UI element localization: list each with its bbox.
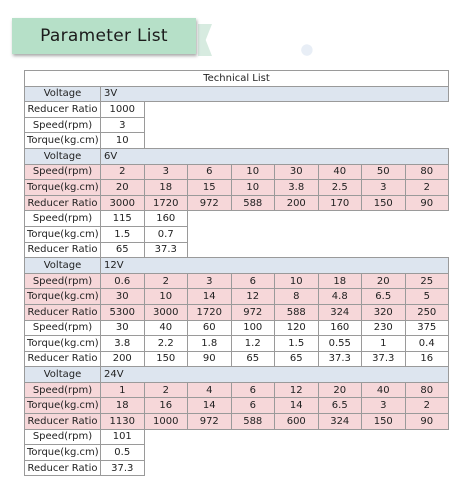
row-label: Reducer Ratio — [25, 242, 101, 258]
value-cell: 1 — [101, 382, 145, 398]
value-cell: 0.55 — [318, 336, 362, 352]
value-cell: 80 — [405, 164, 449, 180]
value-cell: 20 — [318, 382, 362, 398]
value-cell: 18 — [101, 398, 145, 414]
row-label: Speed(rpm) — [25, 211, 101, 227]
value-cell: 5300 — [101, 304, 145, 320]
value-cell: 0.5 — [101, 445, 145, 461]
voltage-value: 3V — [101, 86, 449, 102]
table-row — [25, 242, 449, 258]
value-cell: 80 — [405, 382, 449, 398]
value-cell: 14 — [188, 289, 232, 305]
value-cell: 40 — [144, 320, 188, 336]
empty-cell — [144, 429, 449, 445]
value-cell: 50 — [362, 164, 406, 180]
value-cell: 90 — [405, 414, 449, 430]
table-title-row — [25, 71, 449, 87]
table-row — [25, 180, 449, 196]
value-cell: 6 — [188, 164, 232, 180]
value-cell: 115 — [101, 211, 145, 227]
table-row — [25, 460, 449, 476]
row-label: Reducer Ratio — [25, 414, 101, 430]
value-cell: 588 — [231, 195, 275, 211]
value-cell: 20 — [362, 273, 406, 289]
value-cell: 324 — [318, 414, 362, 430]
technical-list-table — [24, 70, 449, 476]
value-cell: 6 — [231, 273, 275, 289]
table-row — [25, 429, 449, 445]
value-cell: 10 — [101, 133, 145, 149]
value-cell: 0.7 — [144, 226, 188, 242]
table-row — [25, 320, 449, 336]
value-cell: 10 — [144, 289, 188, 305]
value-cell: 65 — [231, 351, 275, 367]
table-row — [25, 133, 449, 149]
value-cell: 1130 — [101, 414, 145, 430]
value-cell: 12 — [231, 289, 275, 305]
value-cell: 200 — [101, 351, 145, 367]
value-cell: 320 — [362, 304, 406, 320]
value-cell: 3 — [144, 164, 188, 180]
value-cell: 60 — [188, 320, 232, 336]
value-cell: 65 — [275, 351, 319, 367]
row-label: Torque(kg.cm) — [25, 180, 101, 196]
value-cell: 6 — [231, 382, 275, 398]
value-cell: 160 — [318, 320, 362, 336]
voltage-row — [25, 148, 449, 164]
value-cell: 4.8 — [318, 289, 362, 305]
value-cell: 8 — [275, 289, 319, 305]
value-cell: 1000 — [101, 102, 145, 118]
value-cell: 1.8 — [188, 336, 232, 352]
value-cell: 16 — [144, 398, 188, 414]
empty-cell — [144, 102, 449, 118]
value-cell: 375 — [405, 320, 449, 336]
row-label: Speed(rpm) — [25, 320, 101, 336]
row-label: Reducer Ratio — [25, 195, 101, 211]
value-cell: 37.3 — [318, 351, 362, 367]
value-cell: 588 — [275, 304, 319, 320]
value-cell: 4 — [188, 382, 232, 398]
table-title: Technical List — [25, 71, 449, 87]
value-cell: 1720 — [188, 304, 232, 320]
empty-cell — [188, 226, 449, 242]
table-row — [25, 414, 449, 430]
parameter-list-banner — [12, 14, 212, 60]
banner-ribbon-tab — [198, 24, 212, 56]
value-cell: 150 — [144, 351, 188, 367]
value-cell: 150 — [362, 195, 406, 211]
row-label: Reducer Ratio — [25, 460, 101, 476]
value-cell: 90 — [188, 351, 232, 367]
table-row — [25, 102, 449, 118]
table-row — [25, 445, 449, 461]
row-label: Torque(kg.cm) — [25, 289, 101, 305]
value-cell: 120 — [275, 320, 319, 336]
voltage-label: Voltage — [25, 86, 101, 102]
value-cell: 40 — [318, 164, 362, 180]
value-cell: 160 — [144, 211, 188, 227]
table-row — [25, 273, 449, 289]
value-cell: 10 — [275, 273, 319, 289]
value-cell: 200 — [275, 195, 319, 211]
row-label: Torque(kg.cm) — [25, 336, 101, 352]
value-cell: 90 — [405, 195, 449, 211]
value-cell: 14 — [188, 398, 232, 414]
value-cell: 100 — [231, 320, 275, 336]
value-cell: 101 — [101, 429, 145, 445]
table-row — [25, 382, 449, 398]
value-cell: 1 — [362, 336, 406, 352]
value-cell: 37.3 — [101, 460, 145, 476]
table-row — [25, 211, 449, 227]
value-cell: 18 — [318, 273, 362, 289]
value-cell: 6 — [231, 398, 275, 414]
value-cell: 972 — [231, 304, 275, 320]
value-cell: 12 — [275, 382, 319, 398]
value-cell: 2.2 — [144, 336, 188, 352]
empty-cell — [144, 460, 449, 476]
empty-cell — [188, 242, 449, 258]
value-cell: 6.5 — [318, 398, 362, 414]
table-row — [25, 304, 449, 320]
value-cell: 10 — [231, 164, 275, 180]
value-cell: 2 — [405, 398, 449, 414]
row-label: Speed(rpm) — [25, 429, 101, 445]
value-cell: 25 — [405, 273, 449, 289]
row-label: Speed(rpm) — [25, 164, 101, 180]
value-cell: 18 — [144, 180, 188, 196]
value-cell: 40 — [362, 382, 406, 398]
value-cell: 3 — [188, 273, 232, 289]
empty-cell — [144, 133, 449, 149]
voltage-value: 6V — [101, 148, 449, 164]
value-cell: 2 — [101, 164, 145, 180]
table-row — [25, 117, 449, 133]
value-cell: 230 — [362, 320, 406, 336]
banner-title: Parameter List — [12, 18, 196, 54]
value-cell: 2 — [144, 382, 188, 398]
value-cell: 6.5 — [362, 289, 406, 305]
value-cell: 600 — [275, 414, 319, 430]
table-row — [25, 336, 449, 352]
value-cell: 324 — [318, 304, 362, 320]
value-cell: 37.3 — [144, 242, 188, 258]
voltage-row — [25, 367, 449, 383]
empty-cell — [144, 445, 449, 461]
empty-cell — [144, 117, 449, 133]
row-label: Speed(rpm) — [25, 117, 101, 133]
value-cell: 3.8 — [101, 336, 145, 352]
value-cell: 3000 — [101, 195, 145, 211]
value-cell: 3.8 — [275, 180, 319, 196]
table-row — [25, 195, 449, 211]
row-label: Torque(kg.cm) — [25, 445, 101, 461]
table-row — [25, 398, 449, 414]
value-cell: 30 — [101, 289, 145, 305]
value-cell: 5 — [405, 289, 449, 305]
row-label: Reducer Ratio — [25, 102, 101, 118]
value-cell: 14 — [275, 398, 319, 414]
value-cell: 30 — [275, 164, 319, 180]
value-cell: 30 — [101, 320, 145, 336]
value-cell: 170 — [318, 195, 362, 211]
value-cell: 1.5 — [275, 336, 319, 352]
voltage-label: Voltage — [25, 148, 101, 164]
value-cell: 20 — [101, 180, 145, 196]
value-cell: 2 — [144, 273, 188, 289]
voltage-label: Voltage — [25, 258, 101, 274]
value-cell: 1.2 — [231, 336, 275, 352]
value-cell: 1720 — [144, 195, 188, 211]
value-cell: 0.6 — [101, 273, 145, 289]
value-cell: 1000 — [144, 414, 188, 430]
voltage-row — [25, 86, 449, 102]
table-row — [25, 289, 449, 305]
voltage-value: 24V — [101, 367, 449, 383]
voltage-label: Voltage — [25, 367, 101, 383]
value-cell: 250 — [405, 304, 449, 320]
row-label: Torque(kg.cm) — [25, 226, 101, 242]
value-cell: 150 — [362, 414, 406, 430]
voltage-value: 12V — [101, 258, 449, 274]
value-cell: 972 — [188, 195, 232, 211]
table-row — [25, 164, 449, 180]
row-label: Torque(kg.cm) — [25, 398, 101, 414]
table-row — [25, 226, 449, 242]
value-cell: 588 — [231, 414, 275, 430]
value-cell: 3 — [362, 180, 406, 196]
row-label: Reducer Ratio — [25, 304, 101, 320]
value-cell: 3 — [101, 117, 145, 133]
value-cell: 2.5 — [318, 180, 362, 196]
row-label: Reducer Ratio — [25, 351, 101, 367]
row-label: Torque(kg.cm) — [25, 133, 101, 149]
value-cell: 2 — [405, 180, 449, 196]
value-cell: 15 — [188, 180, 232, 196]
row-label: Speed(rpm) — [25, 382, 101, 398]
value-cell: 37.3 — [362, 351, 406, 367]
value-cell: 972 — [188, 414, 232, 430]
value-cell: 10 — [231, 180, 275, 196]
watermark-decoration: ● — [297, 38, 316, 60]
voltage-row — [25, 258, 449, 274]
value-cell: 3000 — [144, 304, 188, 320]
value-cell: 1.5 — [101, 226, 145, 242]
value-cell: 3 — [362, 398, 406, 414]
value-cell: 0.4 — [405, 336, 449, 352]
table-row — [25, 351, 449, 367]
row-label: Speed(rpm) — [25, 273, 101, 289]
value-cell: 16 — [405, 351, 449, 367]
value-cell: 65 — [101, 242, 145, 258]
empty-cell — [188, 211, 449, 227]
